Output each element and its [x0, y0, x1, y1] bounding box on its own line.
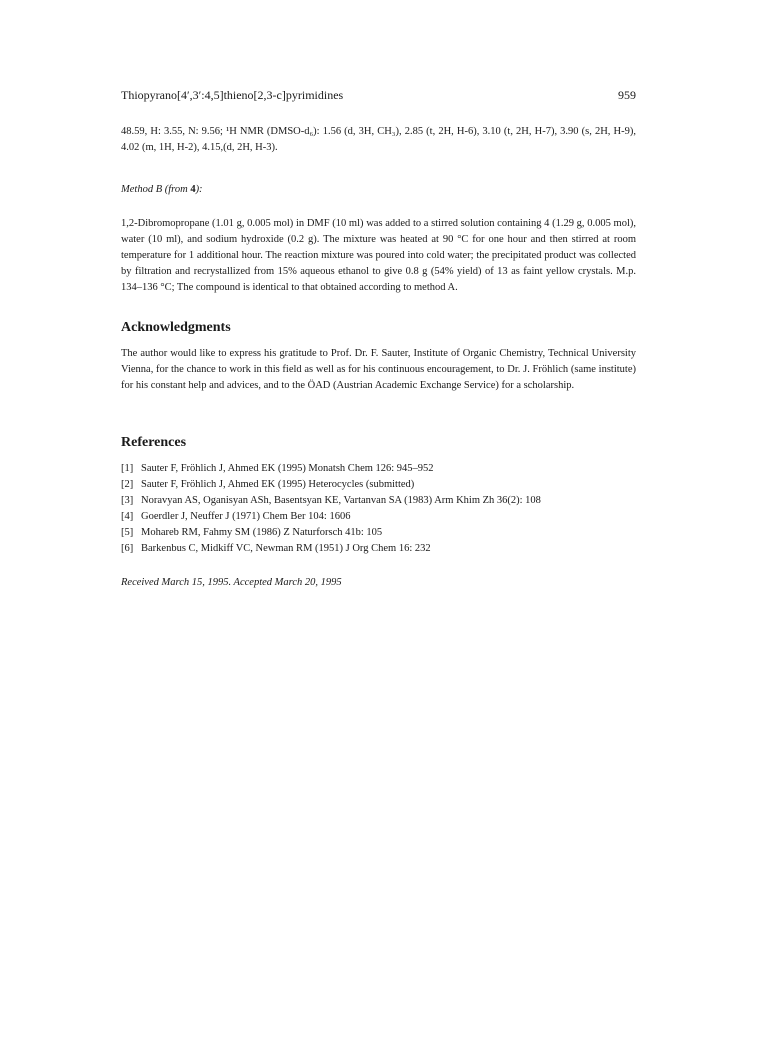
acknowledgments-text: The author would like to express his gratitude to Prof. Dr. F. Sauter, Institute of Organic Chemistry, Technical University Vienna, for the chance to work in this field as well as for his continuous encouragement, to Dr. J. Fröhlich (same institute) for his constant help and advices, and to the ÖAD (Austrian Academic Exchange Service) for a scholarship.	[121, 348, 636, 391]
procedure-text: 1,2-Dibromopropane (1.01 g, 0.005 mol) in DMF (10 ml) was added to a stirred solution containing 4 (1.29 g, 0.005 mol), water (10 ml), and sodium hydroxide (0.2 g). The mixture was heated at 90 °C for one hour and then stirred at room temperature for 1 additional hour. The reaction mixture was poured into cold water; the precipitated product was collected by filtration and recrystallized from 15% aqueous ethanol to give 0.8 g (54% yield) of 13 as faint yellow crystals. M.p. 134–136 °C; The compound is identical to that obtained according to method A.	[121, 218, 636, 293]
method-b-label: Method B (from	[121, 184, 191, 195]
reference-text: Sauter F, Fröhlich J, Ahmed EK (1995) Monatsh Chem 126: 945–952	[141, 463, 434, 474]
references-title: References	[121, 435, 187, 450]
nmr-data-paragraph	[121, 124, 636, 156]
reference-text: Sauter F, Fröhlich J, Ahmed EK (1995) Heterocycles (submitted)	[141, 479, 415, 490]
method-b-tail: ):	[195, 184, 203, 195]
reference-text: Goerdler J, Neuffer J (1971) Chem Ber 104: 1606	[141, 511, 351, 522]
reference-item	[121, 525, 636, 541]
reference-list	[121, 461, 636, 557]
reference-text: Barkenbus C, Midkiff VC, Newman RM (1951) J Org Chem 16: 232	[141, 543, 431, 554]
method-b-heading	[121, 182, 636, 198]
procedure-paragraph	[121, 216, 636, 296]
nmr-text: 48.59, H: 3.55, N: 9.56; ¹H NMR (DMSO-d₆): 1.56 (d, 3H, CH₃), 2.85 (t, 2H, H-6), 3.10 (t, 2H, H-7), 3.90 (s, 2H, H-9), 4.02 (m, 1H, H-2), 4.15,(d, 2H, H-3).	[121, 126, 636, 153]
reference-item	[121, 493, 636, 509]
reference-item	[121, 461, 636, 477]
reference-item	[121, 509, 636, 525]
reference-number: [4]	[121, 511, 134, 522]
running-title: Thiopyrano[4′,3′:4,5]thieno[2,3-c]pyrimidines	[121, 88, 344, 102]
reference-number: [6]	[121, 543, 134, 554]
reference-number: [3]	[121, 495, 134, 506]
method-b-compound: 4	[190, 184, 196, 195]
reference-item	[121, 477, 636, 493]
received-date-line: Received March 15, 1995. Accepted March 20, 1995	[121, 577, 342, 588]
reference-number: [5]	[121, 527, 134, 538]
reference-item	[121, 541, 636, 557]
acknowledgments-title: Acknowledgments	[121, 320, 231, 335]
running-header	[121, 88, 636, 102]
reference-number: [1]	[121, 463, 134, 474]
reference-text: Noravyan AS, Oganisyan ASh, Basentsyan KE, Vartanvan SA (1983) Arm Khim Zh 36(2): 108	[141, 495, 541, 506]
reference-number: [2]	[121, 479, 134, 490]
acknowledgments-paragraph	[121, 346, 636, 394]
page-number: 959	[618, 88, 636, 102]
reference-text: Mohareb RM, Fahmy SM (1986) Z Naturforsch 41b: 105	[141, 527, 383, 538]
